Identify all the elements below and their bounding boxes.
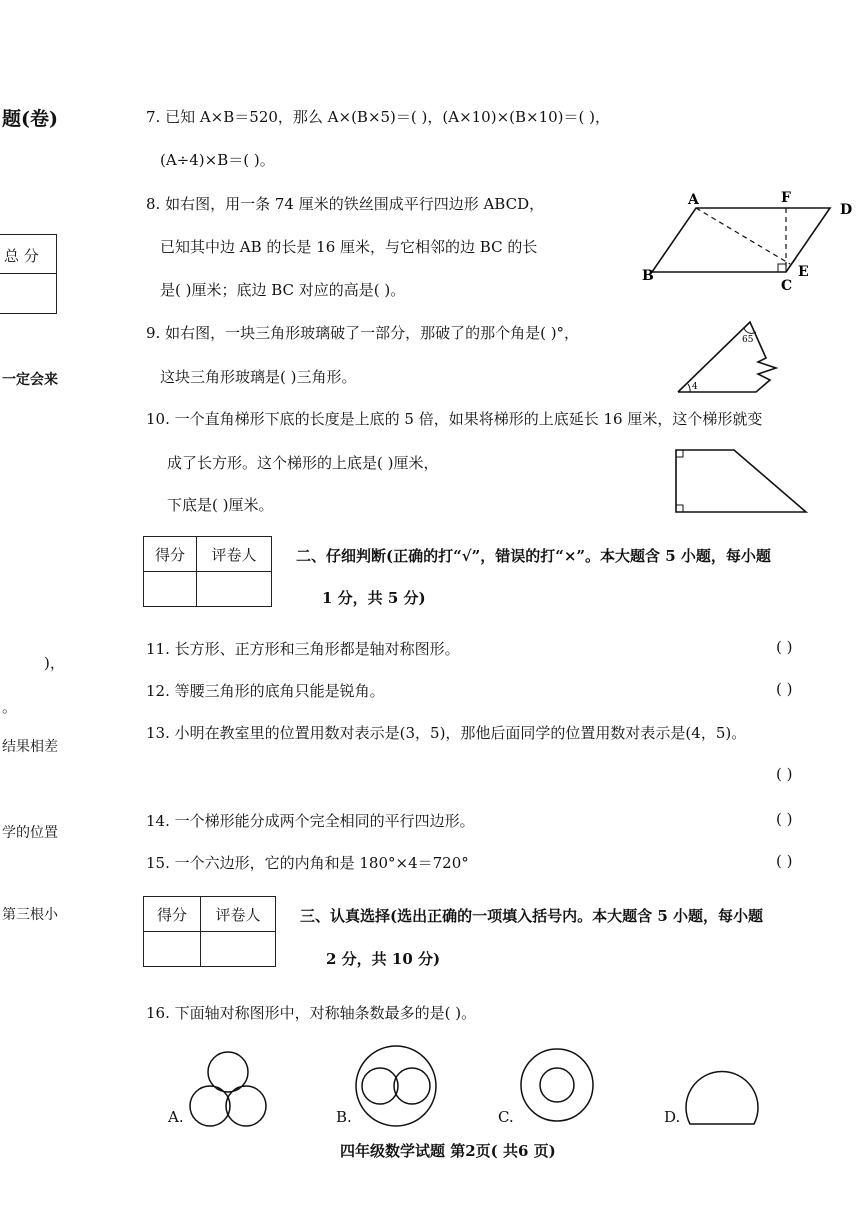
q10-line-1: 10. 一个直角梯形下底的长度是上底的 5 倍，如果将梯形的上底延长 16 厘米，这个梯形就变 <box>146 410 763 428</box>
q10-line-3: 下底是( )厘米。 <box>167 496 274 514</box>
margin-note-1: 一定会来 <box>2 372 58 388</box>
q16-option-c-figure <box>518 1046 596 1124</box>
label-b: B <box>642 268 654 284</box>
q7-line-1: 7. 已知 A×B＝520，那么 A×(B×5)＝( )，(A×10)×(B×10)＝( )， <box>146 108 610 126</box>
judgment-13-text: 13. 小明在教室里的位置用数对表示是(3，5)，那他后面同学的位置用数对表示是(4，5)。 <box>146 724 747 742</box>
section2-title-2: 1 分，共 5 分) <box>322 589 426 607</box>
q16-option-d-label: D. <box>664 1108 681 1126</box>
judgment-14-text: 14. 一个梯形能分成两个完全相同的平行四边形。 <box>146 812 475 830</box>
q16-option-b-figure <box>354 1044 438 1128</box>
parallelogram-figure <box>640 188 853 298</box>
label-a: A <box>688 192 699 208</box>
q16-question: 16. 下面轴对称图形中，对称轴条数最多的是( )。 <box>146 1004 477 1022</box>
q7-line-2: (A÷4)×B＝( )。 <box>160 151 275 169</box>
judgment-12-blank[interactable]: ( ) <box>776 680 793 698</box>
section3-score-table <box>143 896 276 967</box>
margin-title-fragment: 题(卷) <box>2 108 58 130</box>
margin-score-box <box>0 234 57 314</box>
q16-option-b-label: B. <box>336 1108 352 1126</box>
q8-line-3: 是( )厘米；底边 BC 对应的高是( )。 <box>160 281 406 299</box>
section2-score-label: 得分 <box>144 537 197 572</box>
section2-reviewer-cell[interactable] <box>197 572 272 607</box>
judgment-12-text: 12. 等腰三角形的底角只能是锐角。 <box>146 682 385 700</box>
margin-paren: )， <box>44 654 65 672</box>
judgment-11-blank[interactable]: ( ) <box>776 638 793 656</box>
margin-dot: 。 <box>2 698 18 716</box>
section2-score-cell[interactable] <box>144 572 197 607</box>
q16-option-c-label: C. <box>498 1108 514 1126</box>
section2-title-1: 二、仔细判断(正确的打“√”，错误的打“×”。本大题含 5 小题，每小题 <box>296 547 771 565</box>
q8-line-2: 已知其中边 AB 的长是 16 厘米，与它相邻的边 BC 的长 <box>160 238 538 256</box>
margin-note-3: 学的位置 <box>2 825 58 841</box>
label-d: D <box>840 202 853 218</box>
section2-score-table <box>143 536 272 607</box>
right-trapezoid-figure <box>672 446 812 518</box>
section3-score-label: 得分 <box>144 897 201 932</box>
margin-note-2: 结果相差 <box>2 739 58 755</box>
q16-option-d-figure <box>682 1048 762 1132</box>
broken-triangle-figure <box>672 318 792 398</box>
section2-reviewer-label: 评卷人 <box>197 537 272 572</box>
section3-title-1: 三、认真选择(选出正确的一项填入括号内。本大题含 5 小题，每小题 <box>300 907 763 925</box>
q8-line-1: 8. 如右图，用一条 74 厘米的铁丝围成平行四边形 ABCD， <box>146 195 545 213</box>
angle-small-label: 4 <box>692 382 698 392</box>
judgment-11-text: 11. 长方形、正方形和三角形都是轴对称图形。 <box>146 640 460 658</box>
section3-reviewer-cell[interactable] <box>201 932 276 967</box>
label-f: F <box>781 190 791 206</box>
judgment-13-blank[interactable]: ( ) <box>776 765 793 783</box>
q10-line-2: 成了长方形。这个梯形的上底是( )厘米， <box>167 454 439 472</box>
label-c: C <box>781 278 793 294</box>
angle-65-label: 65 <box>742 335 754 345</box>
margin-note-4: 第三根小 <box>2 907 58 923</box>
section3-reviewer-label: 评卷人 <box>201 897 276 932</box>
margin-score-label: 总 分 <box>4 247 39 265</box>
page-footer: 四年级数学试题 第2页( 共6 页) <box>340 1142 556 1160</box>
q9-line-2: 这块三角形玻璃是( )三角形。 <box>160 368 357 386</box>
label-e: E <box>798 264 809 280</box>
section3-title-2: 2 分，共 10 分) <box>326 950 441 968</box>
judgment-15-blank[interactable]: ( ) <box>776 852 793 870</box>
judgment-15-text: 15. 一个六边形，它的内角和是 180°×4＝720° <box>146 854 469 872</box>
q16-option-a-label: A. <box>168 1108 184 1126</box>
judgment-14-blank[interactable]: ( ) <box>776 810 793 828</box>
section3-score-cell[interactable] <box>144 932 201 967</box>
q16-option-a-figure <box>190 1048 266 1130</box>
q9-line-1: 9. 如右图，一块三角形玻璃破了一部分，那破了的那个角是( )°， <box>146 324 580 342</box>
